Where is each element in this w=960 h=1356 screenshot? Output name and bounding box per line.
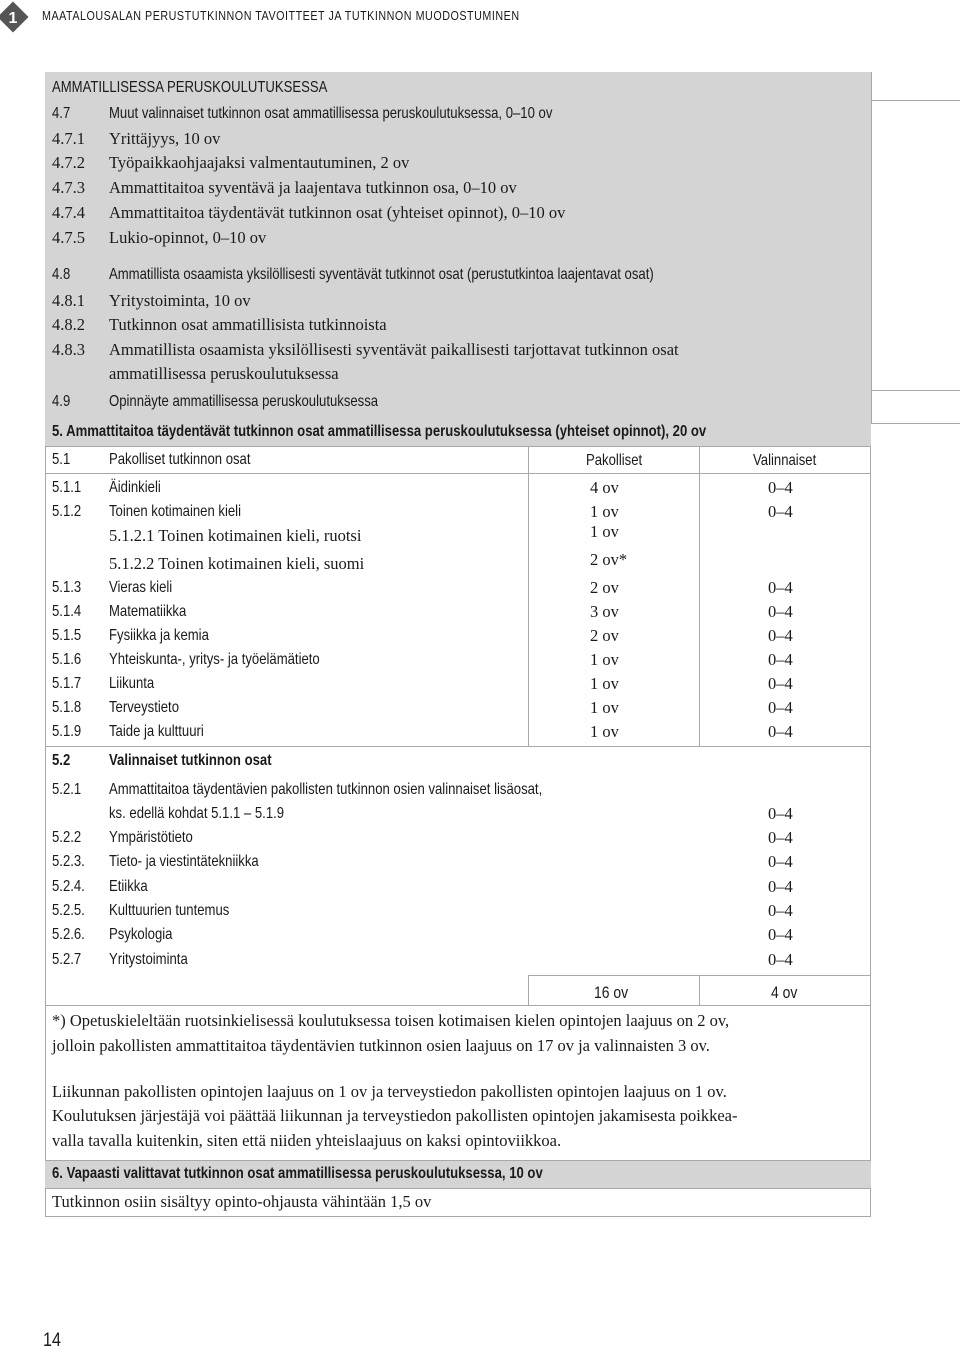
- item-number: 5.1.3: [52, 579, 82, 596]
- item-text: Ammattitaitoa syventävä ja laajentava tutkinnon osa, 0–10 ov: [109, 178, 517, 197]
- valinnaiset-value: 0–4: [768, 698, 793, 717]
- right-column-outline: [871, 72, 960, 424]
- item-text: Muut valinnaiset tutkinnon osat ammatillisessa peruskoulutuksessa, 0–10 ov: [109, 105, 553, 122]
- item-number: 5.1.7: [52, 675, 82, 692]
- item-number: 4.8.2: [52, 315, 85, 334]
- valinnaiset-value: 0–4: [768, 852, 793, 872]
- item-number: 5.1.9: [52, 723, 82, 740]
- subsection-number: 5.2: [52, 752, 71, 769]
- item-number: 5.2.7: [52, 950, 82, 968]
- valinnaiset-value: 0–4: [768, 925, 793, 945]
- item-number: 5.2.3.: [52, 853, 85, 871]
- item-text: Toinen kotimainen kieli: [109, 503, 242, 520]
- item-text: Ammattitaitoa täydentävät tutkinnon osat (yhteiset opinnot), 0–10 ov: [109, 203, 566, 222]
- item-number: 4.8.3: [52, 340, 85, 359]
- item-number: 5.2.4.: [52, 877, 85, 895]
- item-number: 5.1.8: [52, 699, 82, 716]
- item-text: Lukio-opinnot, 0–10 ov: [109, 228, 267, 247]
- pakolliset-value: 2 ov: [590, 578, 619, 597]
- pakolliset-value: 1 ov: [590, 502, 619, 521]
- subsection-title: Pakolliset tutkinnon osat: [109, 451, 251, 468]
- item-number: 4.9: [52, 393, 71, 410]
- pakolliset-value: 4 ov: [590, 478, 619, 497]
- note-line: Koulutuksen järjestäjä voi päättää liikunnan ja terveystiedon pakollisten opintojen jakamisesta poikkea-: [52, 1106, 738, 1125]
- item-number: 5.1.2: [52, 503, 82, 520]
- item-number: 5.2.2: [52, 829, 82, 846]
- column-divider: [699, 446, 700, 746]
- footnote-line: *) Opetuskieleltään ruotsinkielisessä koulutuksessa toisen kotimaisen kielen opintojen laajuus on 2 ov,: [52, 1011, 730, 1030]
- valinnaiset-value: 0–4: [768, 650, 793, 669]
- subsection-divider: [45, 746, 871, 747]
- chapter-badge: [0, 0, 30, 34]
- pakolliset-value: 1 ov: [590, 650, 619, 669]
- item-text: Fysiikka ja kemia: [109, 627, 209, 644]
- item-text: Ammattitaitoa täydentävien pakollisten tutkinnon osien valinnaiset lisäosat,: [109, 781, 543, 798]
- sub-item-text: 5.1.2.1 Toinen kotimainen kieli, ruotsi: [109, 526, 362, 545]
- valinnaiset-value: 0–4: [768, 626, 793, 645]
- valinnaiset-value: 0–4: [768, 900, 793, 920]
- column-divider: [699, 975, 700, 1006]
- note-line: Liikunnan pakollisten opintojen laajuus on 1 ov ja terveystiedon pakollisten opintojen laajuus on 1 ov.: [52, 1082, 727, 1101]
- item-text: Yhteiskunta-, yritys- ja työelämätieto: [109, 651, 320, 668]
- item-text: Yritystoiminta, 10 ov: [109, 291, 251, 310]
- item-text-continued: ks. edellä kohdat 5.1.1 – 5.1.9: [109, 805, 285, 822]
- subsection-title: Valinnaiset tutkinnon osat: [109, 752, 272, 769]
- chapter-number: 1: [8, 10, 18, 27]
- valinnaiset-value: 0–4: [768, 876, 793, 896]
- item-number: 4.7.2: [52, 153, 85, 172]
- item-text: Ympäristötieto: [109, 829, 193, 846]
- item-number: 5.1.1: [52, 479, 82, 496]
- item-text: Yritystoiminta: [109, 950, 188, 968]
- pakolliset-value: 1 ov: [590, 698, 619, 717]
- sub-item-text: 5.1.2.2 Toinen kotimainen kieli, suomi: [109, 554, 365, 573]
- pakolliset-value: 1 ov: [590, 722, 619, 741]
- running-header: MAATALOUSALAN PERUSTUTKINNON TAVOITTEET JA TUTKINNON MUODOSTUMINEN: [42, 9, 520, 23]
- item-text: Vieras kieli: [109, 579, 173, 596]
- item-number: 5.1.4: [52, 603, 82, 620]
- item-number: 5.1.5: [52, 627, 82, 644]
- valinnaiset-value: 0–4: [768, 478, 793, 497]
- valinnaiset-value: 0–4: [768, 804, 793, 823]
- item-text: Psykologia: [109, 926, 173, 944]
- right-column-divider: [871, 390, 960, 391]
- valinnaiset-value: 0–4: [768, 502, 793, 521]
- item-number: 5.2.1: [52, 781, 82, 798]
- item-text: Liikunta: [109, 675, 155, 692]
- pakolliset-value: 2 ov: [590, 626, 619, 645]
- footnote-line: jolloin pakollisten ammattitaitoa täydentävien tutkinnon osien laajuus on 17 ov ja valinnaisten 3 ov.: [52, 1036, 710, 1055]
- item-number: 4.7.1: [52, 129, 85, 148]
- section-5-title: 5. Ammattitaitoa täydentävät tutkinnon osat ammatillisessa peruskoulutuksessa (yhteiset opinnot), 20 ov: [52, 423, 707, 440]
- right-column-divider: [871, 100, 960, 101]
- page-number: 14: [43, 1330, 61, 1351]
- item-text: Tieto- ja viestintätekniikka: [109, 853, 259, 871]
- item-number: 5.1.6: [52, 651, 82, 668]
- item-number: 5.2.5.: [52, 901, 85, 919]
- table-header-divider: [45, 473, 871, 474]
- item-number: 4.8: [52, 266, 71, 283]
- item-text: Äidinkieli: [109, 479, 161, 496]
- item-text: Yrittäjyys, 10 ov: [109, 129, 221, 148]
- item-text: Opinnäyte ammatillisessa peruskoulutuksessa: [109, 393, 379, 410]
- item-text: Matematiikka: [109, 603, 187, 620]
- column-header-pakolliset: Pakolliset: [586, 452, 643, 469]
- section-6-text: Tutkinnon osiin sisältyy opinto-ohjausta vähintään 1,5 ov: [52, 1192, 432, 1211]
- pakolliset-value: 2 ov*: [590, 550, 628, 569]
- section-4-title: AMMATILLISESSA PERUSKOULUTUKSESSA: [52, 79, 328, 96]
- item-text: Terveystieto: [109, 699, 180, 716]
- total-valinnaiset: 4 ov: [771, 983, 798, 1002]
- item-text-continued: ammatillisessa peruskoulutuksessa: [109, 364, 339, 383]
- valinnaiset-value: 0–4: [768, 578, 793, 597]
- item-number: 5.2.6.: [52, 926, 85, 944]
- item-text: Ammatillista osaamista yksilöllisesti syventävät tutkinnot osat (perustutkintoa laajentavat osat): [109, 266, 654, 283]
- total-pakolliset: 16 ov: [594, 983, 629, 1002]
- item-text: Työpaikkaohjaajaksi valmentautuminen, 2 ov: [109, 153, 410, 172]
- subsection-number: 5.1: [52, 451, 71, 468]
- pakolliset-value: 3 ov: [590, 602, 619, 621]
- pakolliset-value: 1 ov: [590, 522, 619, 541]
- column-header-valinnaiset: Valinnaiset: [753, 452, 817, 469]
- item-text: Taide ja kulttuuri: [109, 723, 204, 740]
- valinnaiset-value: 0–4: [768, 602, 793, 621]
- column-divider: [528, 975, 529, 1006]
- item-number: 4.7: [52, 105, 71, 122]
- item-text: Kulttuurien tuntemus: [109, 901, 230, 919]
- item-number: 4.7.3: [52, 178, 85, 197]
- item-text: Etiikka: [109, 877, 148, 895]
- item-text: Ammatillista osaamista yksilöllisesti syventävät paikallisesti tarjottavat tutkinnon osat: [109, 340, 679, 359]
- valinnaiset-value: 0–4: [768, 722, 793, 741]
- column-divider: [528, 446, 529, 746]
- item-number: 4.7.5: [52, 228, 85, 247]
- valinnaiset-value: 0–4: [768, 828, 793, 847]
- item-number: 4.7.4: [52, 203, 85, 222]
- valinnaiset-value: 0–4: [768, 949, 793, 969]
- note-line: valla tavalla kuitenkin, siten että niiden yhteislaajuus on kaksi opintoviikkoa.: [52, 1131, 562, 1150]
- valinnaiset-value: 0–4: [768, 674, 793, 693]
- item-text: Tutkinnon osat ammatillisista tutkinnoista: [109, 315, 387, 334]
- pakolliset-value: 1 ov: [590, 674, 619, 693]
- section-6-title: 6. Vapaasti valittavat tutkinnon osat ammatillisessa peruskoulutuksessa, 10 ov: [52, 1165, 543, 1182]
- item-number: 4.8.1: [52, 291, 85, 310]
